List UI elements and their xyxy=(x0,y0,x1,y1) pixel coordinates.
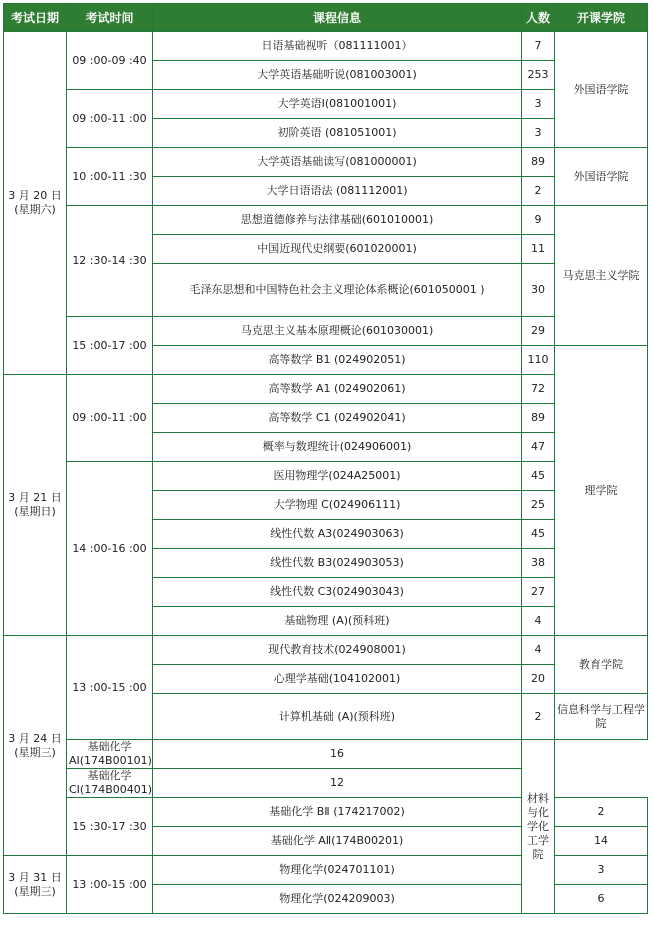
table-row xyxy=(4,375,648,404)
course-info-cell: 计算机基础 (A)(预科班) xyxy=(153,694,522,740)
exam-date-cell: 3 月 24 日 (星期三) xyxy=(4,636,67,856)
college-cell: 教育学院 xyxy=(555,636,648,694)
course-info-cell: 线性代数 C3(024903043) xyxy=(153,578,522,607)
table-row xyxy=(4,462,648,491)
course-info-cell: 高等数学 C1 (024902041) xyxy=(153,404,522,433)
exam-time-cell: 09 :00-11 :00 xyxy=(67,375,153,462)
student-count-cell: 7 xyxy=(522,32,555,61)
header-course-info: 课程信息 xyxy=(153,4,522,32)
course-info-cell: 初阶英语 (081051001) xyxy=(153,119,522,148)
course-info-cell: 大学英语基础读写(081000001) xyxy=(153,148,522,177)
exam-date-cell: 3 月 20 日 (星期六) xyxy=(4,32,67,375)
student-count-cell: 38 xyxy=(522,549,555,578)
student-count-cell: 16 xyxy=(153,740,522,769)
student-count-cell: 11 xyxy=(522,235,555,264)
course-info-cell: 基础物理 (A)(预科班) xyxy=(153,607,522,636)
student-count-cell: 25 xyxy=(522,491,555,520)
student-count-cell: 20 xyxy=(522,665,555,694)
student-count-cell: 110 xyxy=(522,346,555,375)
course-info-cell: 线性代数 A3(024903063) xyxy=(153,520,522,549)
student-count-cell: 89 xyxy=(522,404,555,433)
exam-time-cell: 10 :00-11 :30 xyxy=(67,148,153,206)
course-info-cell: 大学英语基础听说(081003001) xyxy=(153,61,522,90)
college-cell: 信息科学与工程学院 xyxy=(555,694,648,740)
course-info-cell: 基础化学 BⅡ (174217002) xyxy=(153,798,522,827)
course-info-cell: 马克思主义基本原理概论(601030001) xyxy=(153,317,522,346)
header-exam-date: 考试日期 xyxy=(4,4,67,32)
student-count-cell: 89 xyxy=(522,148,555,177)
course-info-cell: 心理学基础(104102001) xyxy=(153,665,522,694)
student-count-cell: 2 xyxy=(522,177,555,206)
header-student-count: 人数 xyxy=(522,4,555,32)
table-row xyxy=(4,148,648,177)
header-exam-time: 考试时间 xyxy=(67,4,153,32)
course-info-cell: 概率与数理统计(024906001) xyxy=(153,433,522,462)
course-info-cell: 思想道德修养与法律基础(601010001) xyxy=(153,206,522,235)
course-info-cell: 物理化学(024209003) xyxy=(153,885,522,914)
exam-time-cell: 09 :00-11 :00 xyxy=(67,90,153,148)
course-info-cell: 高等数学 A1 (024902061) xyxy=(153,375,522,404)
student-count-cell: 47 xyxy=(522,433,555,462)
student-count-cell: 72 xyxy=(522,375,555,404)
course-info-cell: 物理化学(024701101) xyxy=(153,856,522,885)
college-cell: 材料与化学化工学院 xyxy=(522,740,555,914)
student-count-cell: 4 xyxy=(522,607,555,636)
college-cell: 马克思主义学院 xyxy=(555,206,648,346)
student-count-cell: 9 xyxy=(522,206,555,235)
student-count-cell: 29 xyxy=(522,317,555,346)
header-row xyxy=(4,4,648,32)
course-info-cell: 日语基础视听（081111001） xyxy=(153,32,522,61)
college-cell: 理学院 xyxy=(555,346,648,636)
student-count-cell: 45 xyxy=(522,462,555,491)
course-info-cell: 毛泽东思想和中国特色社会主义理论体系概论(601050001 ) xyxy=(153,264,522,317)
student-count-cell: 30 xyxy=(522,264,555,317)
exam-time-cell: 13 :00-15 :00 xyxy=(67,856,153,914)
course-info-cell: 现代教育技术(024908001) xyxy=(153,636,522,665)
table-row xyxy=(4,636,648,665)
student-count-cell: 3 xyxy=(522,90,555,119)
exam-time-cell: 14 :00-16 :00 xyxy=(67,462,153,636)
exam-time-cell: 13 :00-15 :00 xyxy=(67,636,153,740)
student-count-cell: 3 xyxy=(555,856,648,885)
exam-time-cell: 12 :30-14 :30 xyxy=(67,206,153,317)
table-row xyxy=(4,90,648,119)
table-row xyxy=(4,740,648,769)
course-info-cell: 大学英语Ⅰ(081001001) xyxy=(153,90,522,119)
course-info-cell: 医用物理学(024A25001) xyxy=(153,462,522,491)
course-info-cell: 线性代数 B3(024903053) xyxy=(153,549,522,578)
header-college: 开课学院 xyxy=(555,4,648,32)
student-count-cell: 4 xyxy=(522,636,555,665)
table-row xyxy=(4,32,648,61)
course-info-cell: 大学日语语法 (081112001) xyxy=(153,177,522,206)
course-info-cell: 大学物理 C(024906111) xyxy=(153,491,522,520)
student-count-cell: 27 xyxy=(522,578,555,607)
course-info-cell: 基础化学 AⅡ(174B00201) xyxy=(153,827,522,856)
student-count-cell: 14 xyxy=(555,827,648,856)
exam-date-cell: 3 月 31 日 (星期三) xyxy=(4,856,67,914)
college-cell: 外国语学院 xyxy=(555,32,648,148)
student-count-cell: 6 xyxy=(555,885,648,914)
table-row xyxy=(4,206,648,235)
exam-time-cell: 15 :00-17 :00 xyxy=(67,317,153,375)
exam-schedule-table xyxy=(3,3,648,914)
exam-time-cell: 15 :30-17 :30 xyxy=(67,798,153,856)
student-count-cell: 253 xyxy=(522,61,555,90)
table-row xyxy=(4,317,648,346)
course-info-cell: 高等数学 B1 (024902051) xyxy=(153,346,522,375)
course-info-cell: 中国近现代史纲要(601020001) xyxy=(153,235,522,264)
course-info-cell: 基础化学 CⅠ(174B00401) xyxy=(67,769,153,798)
student-count-cell: 12 xyxy=(153,769,522,798)
exam-date-cell: 3 月 21 日 (星期日) xyxy=(4,375,67,636)
student-count-cell: 2 xyxy=(555,798,648,827)
course-info-cell: 基础化学 AⅠ(174B00101) xyxy=(67,740,153,769)
exam-time-cell: 09 :00-09 :40 xyxy=(67,32,153,90)
college-cell: 外国语学院 xyxy=(555,148,648,206)
student-count-cell: 2 xyxy=(522,694,555,740)
student-count-cell: 45 xyxy=(522,520,555,549)
student-count-cell: 3 xyxy=(522,119,555,148)
